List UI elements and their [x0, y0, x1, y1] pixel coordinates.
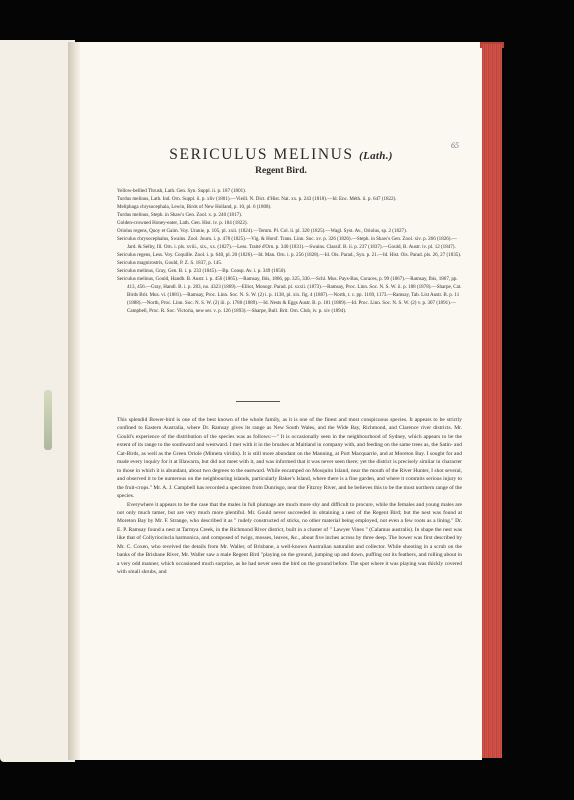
- synonymy-list: [117, 187, 462, 315]
- species-title: [80, 146, 482, 164]
- section-divider: [236, 401, 280, 402]
- species-authority: (Lath.): [359, 150, 393, 162]
- species-name: SERICULUS MELINUS: [169, 146, 354, 163]
- common-name: Regent Bird.: [255, 166, 307, 176]
- synonym-entry: Sericulus regens, Less. Voy. Coquille. Zool. i. p. 640, pl. 20 (1826).—Id. Man. Orn. i. p. 256 (1828).—Id. Ois. Parad., Syn. p. 21.—Id. Hist. Ois. Parad. pls. 26, 27 (1835).: [117, 252, 462, 258]
- synonym-entry: Sericulus melinus, Gould, Handb. B. Austr. i. p. 456 (1865).—Ramsay, Ibis, 1866, pp. 325, 330.—Schl. Mus. Pays-Bas, Coraces, p. 99 (1867).—Ramsay, Ibis, 1867, pp. 413, 456.—Gray, Handl. B. i. p. 283, no. 4323 (1869).—Elliot, Monogr. Parad. pl. xxxii. (1873).—Ramsay, Proc. Linn. Soc. N. S. W. ii. p. 188 (1878).—Sharpe, Cat. Birds Brit. Mus. vi. (1881).—Ramsay, Proc. Linn. Soc. N. S. W. (2) i. p. 1138, pl. xix. fig. 4 (1887).—North, t. c. pp. 1169, 1173.—Ramsay, Tab. List Austr. B. p. 11 (1888).—North, Proc. Linn. Soc. N. S. W. (2) iii. p. 1780 (1889).—Id. Nests & Eggs Austr. B. p. 181 (1889).—Id. Proc. Linn. Soc. N. S. W. (2) v. p. 307 (1891).—Campbell, Proc. R. Soc. Victoria, new ser. v. p. 126 (1893).—Sharpe, Bull. Brit. Orn. Club, iv. p. xiv (1894).: [117, 276, 462, 314]
- synonym-entry: Golden-crowned Honey-eater, Lath. Gen. Hist. iv. p. 184 (1822).: [117, 220, 248, 226]
- synonym-entry: Meliphaga chrysocephala, Lewin, Birds of New Holland, p. 10, pl. 6 (1808).: [117, 204, 272, 210]
- synonym-entry: Turdus melinus, Lath. Ind. Orn. Suppl. ii. p. xliv (1801).—Vieill. N. Dict. d'Hist. Nat. xx. p. 243 (1818).—Id. Enc. Méth. ii. p. 647 (1822).: [117, 196, 397, 202]
- synonym-entry: Turdus melinus, Steph. in Shaw's Gen. Zool. x. p. 240 (1817).: [117, 212, 243, 218]
- synonym-entry: Oriolus regens, Quoy et Gaim. Voy. Uranie, p. 105, pl. xxii. (1824).—Temm. Pl. Col. ii. pl. 320 (1825).—Wagl. Syst. Av., Oriolus, sp. 2 (1827).: [117, 228, 408, 234]
- synonym-entry: Yellow-bellied Thrush, Lath. Gen. Syn. Suppl. ii. p. 187 (1801).: [117, 188, 247, 194]
- synonym-entry: Sericulus magnirostris, Gould, P. Z. S. 1837, p. 145.: [117, 260, 223, 266]
- body-paragraph: Everywhere it appears to be the case that the males in full plumage are much more shy and difficult to procure, while the females and young males are not only much tamer, but are very much more plentiful. Mr. Gould never succeeded in obtaining a nest of the Regent Bird; but the nest was found at Moreton Bay by Mr. F. Strange, who described it as " rudely constructed of sticks, no other material being employed, not even a few roots as a lining." Dr. E. P. Ramsay found a nest at Tarmya Creek, in the Richmond River district, built in a cluster of " Lawyer Vines " (Calamus australis). In shape the nest was like that of Collyriocincla harmonica, and composed of twigs, mosses, leaves, &c., about five inches across by three deep. The bower was first described by Mr. C. Coxen, who received the details from Mr. Waller, of Brisbane, a well-known Australian naturalist and collector. While shooting in a scrub on the banks of the Brisbane River, Mr. Waller saw a male Regent Bird "playing on the ground, jumping up and down, puffing out its feathers, and rolling about in a very odd manner, which occasioned much surprise, as he had never seen the bird on the ground before. The spot where it was playing was thickly covered with small shrubs, and: [117, 501, 462, 576]
- synonym-entry: Sericulus melinus, Gray, Gen. B. i. p. 233 (1845).—Bp. Consp. Av. i. p. 349 (1850).: [117, 268, 287, 274]
- body-paragraph: This splendid Bower-bird is one of the best known of the whole family, as it is one of the finest and most conspicuous species. It appears to be strictly confined to Eastern Australia, where Dr. Ramsay gives its range as New South Wales, and the Wide Bay, Richmond, and Clarence river districts. Mr. Gould's experience of the distribution of the species was as follows:—" It is occasionally seen in the neighbourhood of Sydney, which appears to be the extent of its range to the southward and westward. I met with it in the brushes at Maitland in company with, and feeding on the same trees as, the Satin- and Cat-Birds, as well as the Green Oriole (Mimeta viridis). It is still more abundant on the Manning, at Port Macquarrie, and at Moreton Bay. I sought for and made every inquiry for it at Illawarra, but did not meet with it, and was informed that it was never seen there; yet the district is precisely similar in character to those in which it is abundant, about two degrees to the eastward. While encamped on Mosquito Island, near the mouth of the River Hunter, I shot several, and observed it to be numerous on the neighbouring islands, particularly Baker's Island, where there is a fine garden, and where it commits serious injury to the fruit-crops." Mr. A. J. Campbell has recorded a specimen from Dunrisgo, near the Fitzroy River, and he believes this to be the most northern range of the species.: [117, 417, 462, 500]
- body-text: [117, 416, 462, 577]
- book-edge-gilt: [482, 44, 502, 758]
- synonym-entry: Sericulus chrysocephalus, Swains. Zool. Journ. i. p. 478 (1825).—Vig. & Horsf. Trans. Linn. Soc. xv. p. 326 (1826).—Steph. in Shaw's Gen. Zool. xiv. p. 266 (1826).—Jard. & Selby, Ill. Orn. i. pls. xviii., xix., xx. (1827).—Less. Traité d'Orn. p. 340 (1831).—Swains. Classif. B. ii. p. 237 (1837).—Gould, B. Austr. iv. pl. 12 (1847).: [117, 236, 457, 250]
- folio-number: 65: [451, 141, 459, 150]
- facing-plate-page: [0, 40, 75, 762]
- plate-illustration-fragment: [44, 390, 52, 450]
